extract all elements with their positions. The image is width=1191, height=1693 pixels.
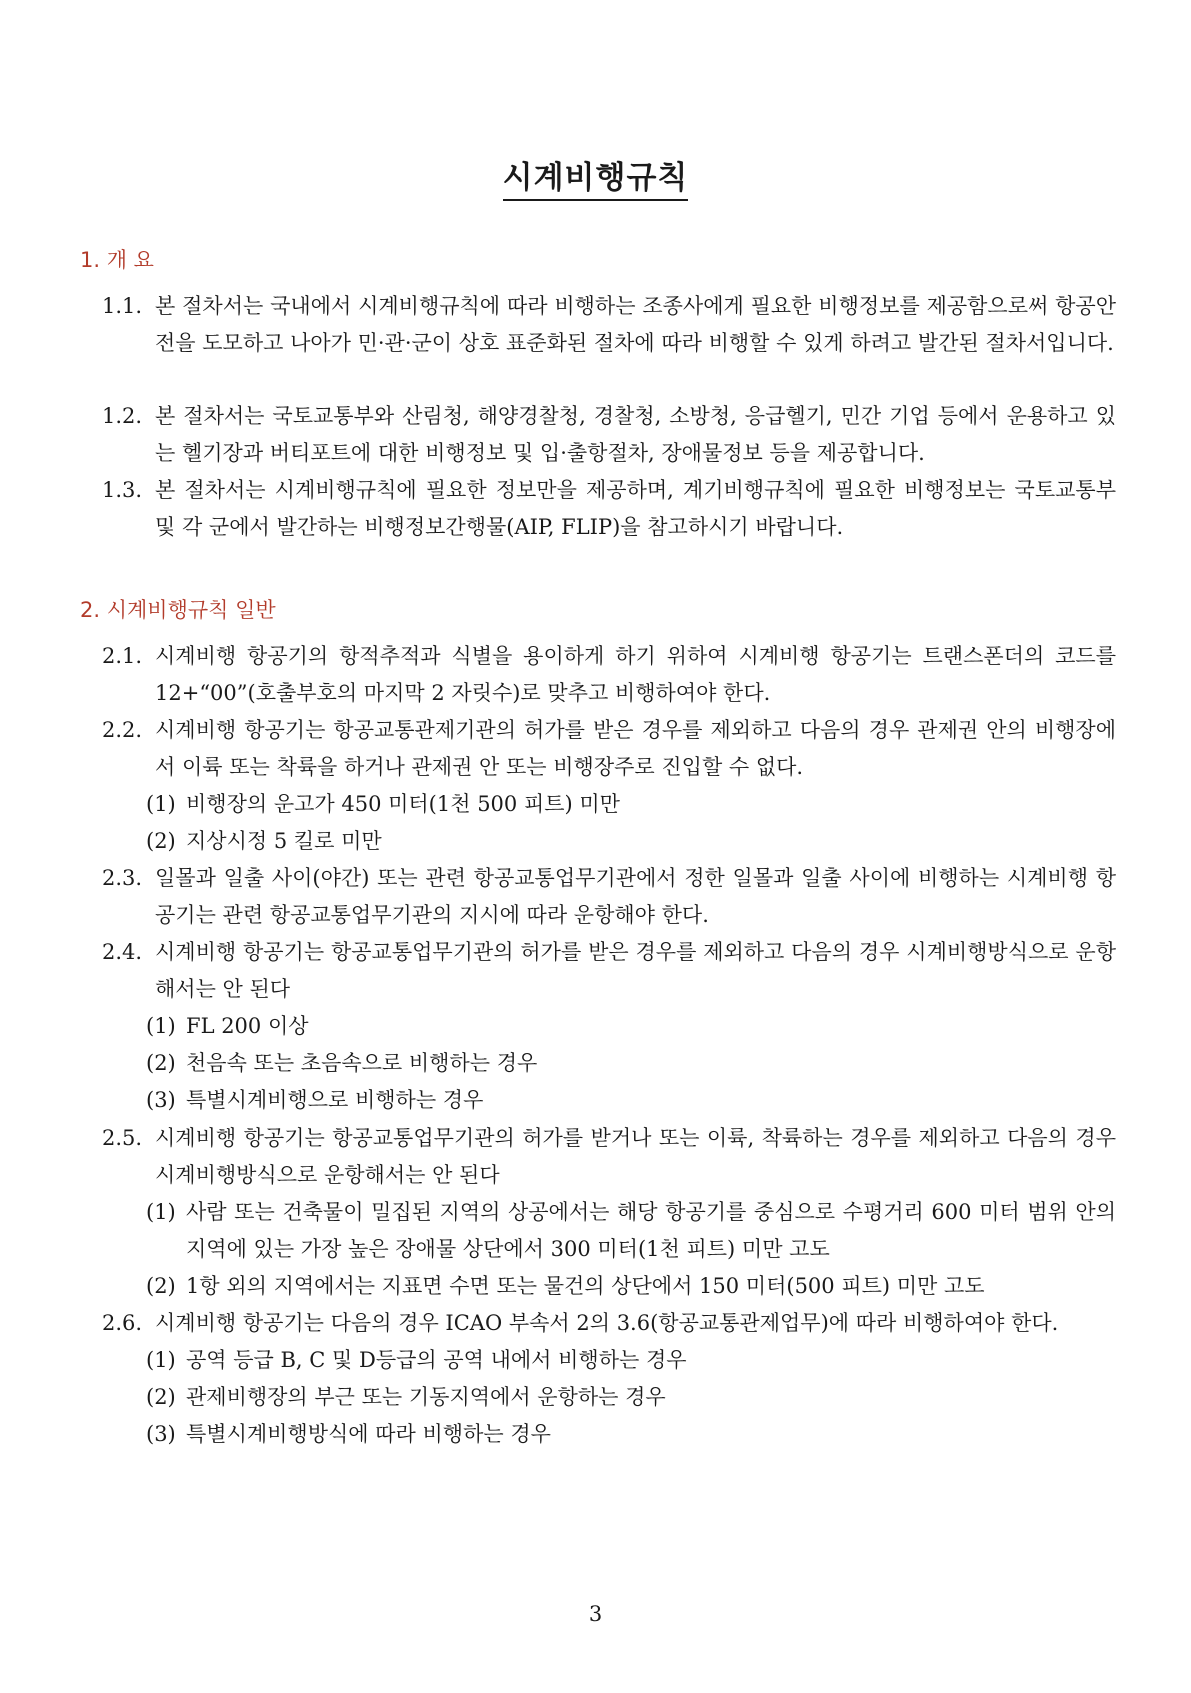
- sub-item-number: (1): [146, 1014, 176, 1038]
- paragraph-text: 시계비행 항공기는 다음의 경우 ICAO 부속서 2의 3.6(항공교통관제업무)에 따라 비행하여야 한다.: [155, 1311, 1059, 1335]
- paragraph-number: 2.6.: [102, 1311, 143, 1335]
- paragraph-text: 시계비행 항공기의 항적추적과 식별을 용이하게 하기 위하여 시계비행 항공기는 트랜스폰더의 코드를 12+“00”(호출부호의 마지막 2 자릿수)로 맞추고 비행하여야 한다.: [155, 644, 1116, 705]
- sub-item-text: 공역 등급 B, C 및 D등급의 공역 내에서 비행하는 경우: [186, 1348, 687, 1372]
- sub-item: [146, 1194, 1116, 1268]
- sub-item: [146, 1008, 1116, 1045]
- paragraph-number: 1.3.: [102, 478, 143, 502]
- sub-item: [146, 1082, 1116, 1119]
- paragraph-text: 일몰과 일출 사이(야간) 또는 관련 항공교통업무기관에서 정한 일몰과 일출 사이에 비행하는 시계비행 항공기는 관련 항공교통업무기관의 지시에 따라 운항해야 한다.: [155, 866, 1116, 927]
- paragraph-2-5: [102, 1120, 1116, 1194]
- sub-item-text: 관제비행장의 부근 또는 기동지역에서 운항하는 경우: [186, 1385, 666, 1409]
- sub-item-text: 특별시계비행방식에 따라 비행하는 경우: [186, 1422, 551, 1446]
- sub-item-text: 지상시정 5 킬로 미만: [186, 829, 382, 853]
- paragraph-2-1: [102, 638, 1116, 712]
- sub-item-number: (2): [146, 1051, 176, 1075]
- sub-item: [146, 1379, 1116, 1416]
- sub-item-text: 사람 또는 건축물이 밀집된 지역의 상공에서는 해당 항공기를 중심으로 수평거리 600 미터 범위 안의 지역에 있는 가장 높은 장애물 상단에서 300 미터(1천 피트) 미만 고도: [186, 1200, 1116, 1261]
- paragraph-1-2: [102, 398, 1116, 472]
- section-heading-overview: 1. 개 요: [80, 248, 154, 272]
- page-number: 3: [588, 1602, 603, 1626]
- paragraph-2-4: [102, 934, 1116, 1008]
- paragraph-text: 시계비행 항공기는 항공교통업무기관의 허가를 받거나 또는 이륙, 착륙하는 경우를 제외하고 다음의 경우 시계비행방식으로 운항해서는 안 된다: [155, 1126, 1116, 1187]
- sub-item: [146, 1045, 1116, 1082]
- paragraph-number: 2.1.: [102, 644, 143, 668]
- paragraph-number: 2.4.: [102, 940, 143, 964]
- sub-item-text: 1항 외의 지역에서는 지표면 수면 또는 물건의 상단에서 150 미터(500 피트) 미만 고도: [186, 1274, 985, 1298]
- sub-item-text: FL 200 이상: [186, 1014, 309, 1038]
- section-heading-vfr-general: 2. 시계비행규칙 일반: [80, 598, 276, 622]
- paragraph-text: 시계비행 항공기는 항공교통관제기관의 허가를 받은 경우를 제외하고 다음의 경우 관제권 안의 비행장에서 이륙 또는 착륙을 하거나 관제권 안 또는 비행장주로 진입할 수 없다.: [155, 718, 1116, 779]
- paragraph-1-3: [102, 472, 1116, 546]
- sub-item-number: (2): [146, 1274, 176, 1298]
- paragraph-2-3: [102, 860, 1116, 934]
- paragraph-text: 본 절차서는 국내에서 시계비행규칙에 따라 비행하는 조종사에게 필요한 비행정보를 제공함으로써 항공안전을 도모하고 나아가 민·관·군이 상호 표준화된 절차에 따라 비행할 수 있게 하려고 발간된 절차서입니다.: [155, 294, 1116, 355]
- sub-item-number: (2): [146, 829, 176, 853]
- sub-item-text: 특별시계비행으로 비행하는 경우: [186, 1088, 484, 1112]
- paragraph-number: 1.1.: [102, 294, 143, 318]
- sub-item-number: (3): [146, 1088, 176, 1112]
- paragraph-1-1: [102, 288, 1116, 362]
- paragraph-number: 2.2.: [102, 718, 143, 742]
- sub-item-number: (2): [146, 1385, 176, 1409]
- sub-item: [146, 1268, 1116, 1305]
- sub-item-text: 천음속 또는 초음속으로 비행하는 경우: [186, 1051, 538, 1075]
- sub-item-number: (1): [146, 1348, 176, 1372]
- paragraph-2-6: [102, 1305, 1116, 1342]
- paragraph-text: 본 절차서는 국토교통부와 산림청, 해양경찰청, 경찰청, 소방청, 응급헬기, 민간 기업 등에서 운용하고 있는 헬기장과 버티포트에 대한 비행정보 및 입·출항절차, 장애물정보 등을 제공합니다.: [155, 404, 1116, 465]
- sub-item: [146, 786, 1116, 823]
- document-title: 시계비행규칙: [0, 152, 1191, 197]
- paragraph-number: 2.5.: [102, 1126, 143, 1150]
- paragraph-number: 2.3.: [102, 866, 143, 890]
- sub-item-number: (1): [146, 1200, 176, 1224]
- sub-item: [146, 1342, 1116, 1379]
- paragraph-text: 시계비행 항공기는 항공교통업무기관의 허가를 받은 경우를 제외하고 다음의 경우 시계비행방식으로 운항해서는 안 된다: [155, 940, 1116, 1001]
- sub-item-number: (1): [146, 792, 176, 816]
- paragraph-number: 1.2.: [102, 404, 143, 428]
- paragraph-text: 본 절차서는 시계비행규칙에 필요한 정보만을 제공하며, 계기비행규칙에 필요한 비행정보는 국토교통부 및 각 군에서 발간하는 비행정보간행물(AIP, FLIP)을 참고하시기 바랍니다.: [155, 478, 1116, 539]
- sub-item: [146, 823, 1116, 860]
- sub-item: [146, 1416, 1116, 1453]
- paragraph-2-2: [102, 712, 1116, 786]
- sub-item-number: (3): [146, 1422, 176, 1446]
- sub-item-text: 비행장의 운고가 450 미터(1천 500 피트) 미만: [186, 792, 620, 816]
